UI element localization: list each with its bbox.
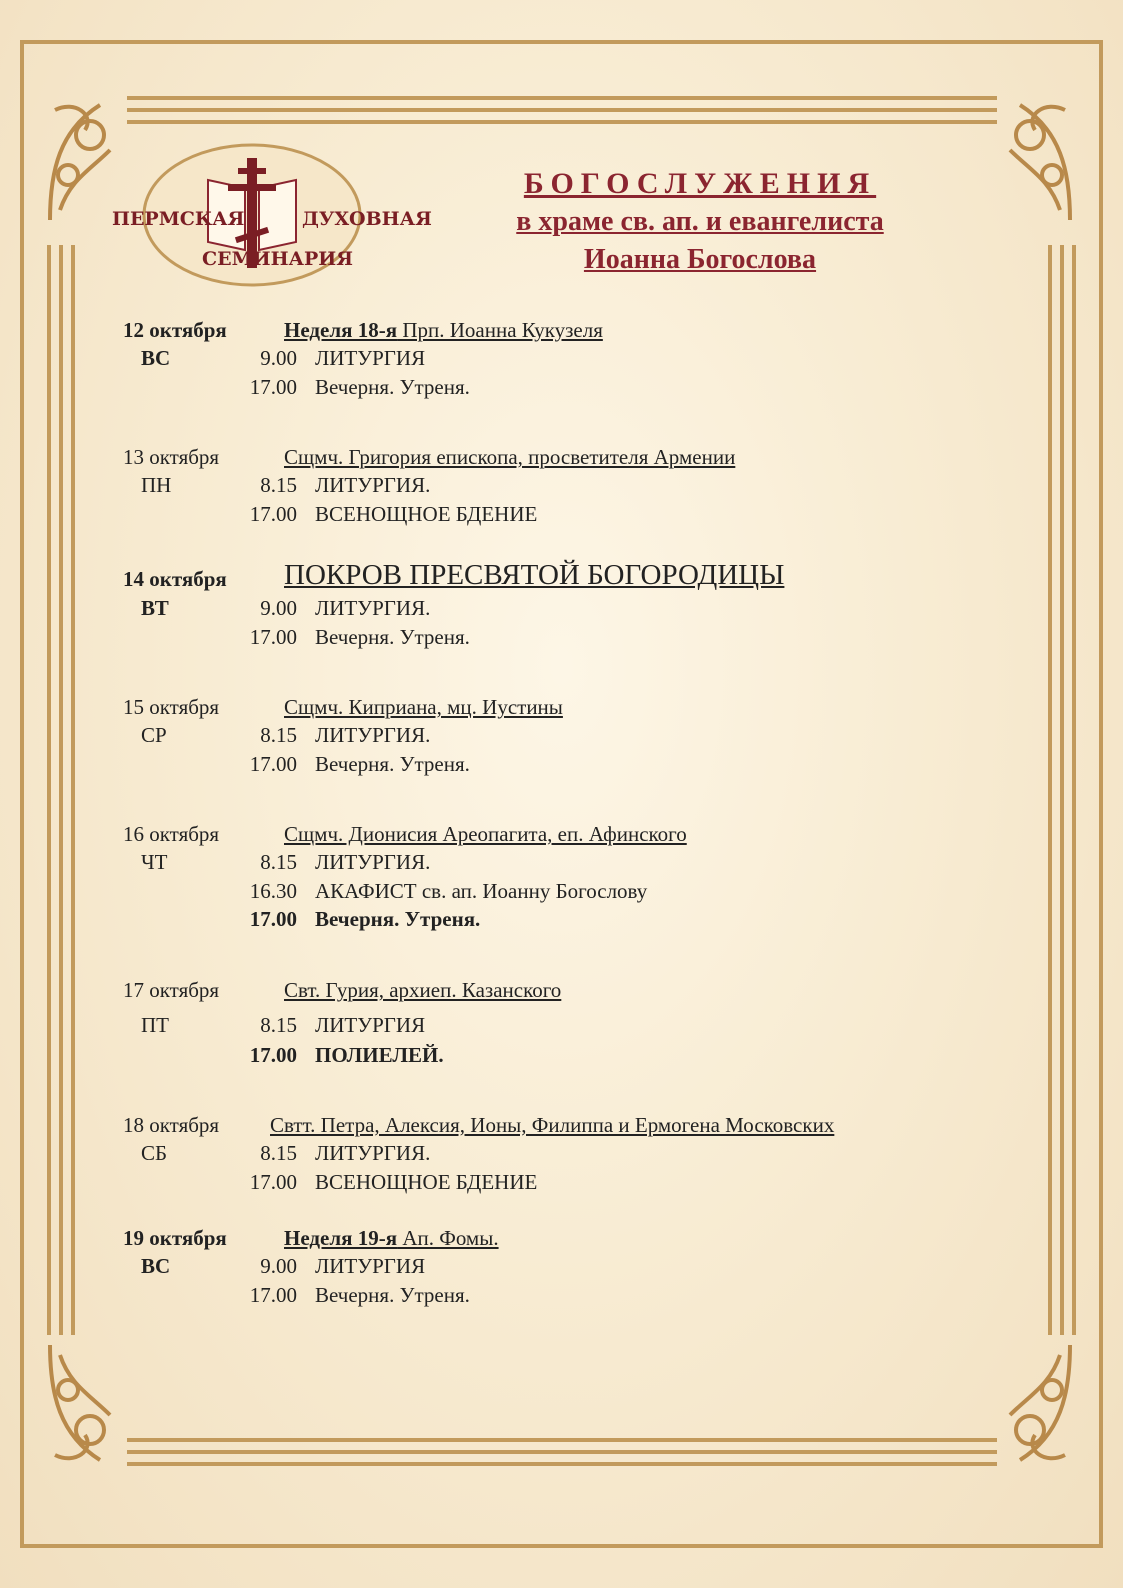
ornament-bottom-right-icon bbox=[1000, 1335, 1080, 1475]
day-weekday: ПТ bbox=[141, 1013, 169, 1037]
day-weekday: ВС bbox=[141, 1254, 171, 1278]
service-name: АКАФИСТ св. ап. Иоанну Богослову bbox=[315, 879, 648, 903]
service-name: ЛИТУРГИЯ bbox=[315, 1254, 426, 1278]
top-rule-1 bbox=[127, 96, 997, 100]
service-time: 17.00 bbox=[249, 1170, 297, 1194]
title-block bbox=[460, 165, 940, 279]
day-weekday: ЧТ bbox=[141, 850, 168, 874]
service-name: Вечерня. Утреня. bbox=[315, 907, 481, 931]
service-time: 17.00 bbox=[249, 1283, 297, 1307]
day-feast: Сщмч. Дионисия Ареопагита, еп. Афинского bbox=[284, 822, 687, 846]
service-name: Вечерня. Утреня. bbox=[315, 752, 470, 776]
right-rule-1 bbox=[1048, 245, 1052, 1335]
bottom-rule-2 bbox=[127, 1450, 997, 1454]
day-date: 14 октября bbox=[123, 567, 227, 591]
day-feast: ПОКРОВ ПРЕСВЯТОЙ БОГОРОДИЦЫ bbox=[284, 559, 785, 591]
day-weekday: ВТ bbox=[141, 596, 169, 620]
service-name: ПОЛИЕЛЕЙ. bbox=[315, 1043, 444, 1067]
seminary-logo bbox=[110, 140, 432, 290]
ornament-top-left-icon bbox=[40, 90, 120, 230]
day-feast: Сщмч. Григория епископа, просветителя Армении bbox=[284, 445, 736, 469]
day-feast: Неделя 19-я Ап. Фомы. bbox=[284, 1226, 499, 1250]
service-time: 9.00 bbox=[260, 1254, 297, 1278]
right-rule-2 bbox=[1060, 245, 1064, 1335]
service-name: ВСЕНОЩНОЕ БДЕНИЕ bbox=[315, 1170, 538, 1194]
day-date: 13 октября bbox=[123, 445, 220, 469]
service-time: 8.15 bbox=[260, 850, 297, 874]
top-rule-3 bbox=[127, 120, 997, 124]
service-name: ЛИТУРГИЯ. bbox=[315, 850, 431, 874]
page-subtitle-2: Иоанна Богослова bbox=[583, 244, 817, 275]
day-date: 18 октября bbox=[123, 1113, 220, 1137]
service-time: 16.30 bbox=[249, 879, 297, 903]
day-date: 16 октября bbox=[123, 822, 220, 846]
left-rule-2 bbox=[59, 245, 63, 1335]
page-title: БОГОСЛУЖЕНИЯ bbox=[523, 167, 877, 200]
day-feast: Свтт. Петра, Алексия, Ионы, Филиппа и Ермогена Московских bbox=[270, 1113, 835, 1137]
service-name: ЛИТУРГИЯ. bbox=[315, 596, 431, 620]
service-name: ЛИТУРГИЯ. bbox=[315, 1141, 431, 1165]
service-name: ЛИТУРГИЯ bbox=[315, 1013, 426, 1037]
top-rule-2 bbox=[127, 108, 997, 112]
service-name: ВСЕНОЩНОЕ БДЕНИЕ bbox=[315, 502, 538, 526]
day-date: 12 октября bbox=[123, 318, 227, 342]
service-time: 9.00 bbox=[260, 346, 297, 370]
ornament-top-right-icon bbox=[1000, 90, 1080, 230]
bottom-rule-3 bbox=[127, 1462, 997, 1466]
day-feast: Неделя 18-я Прп. Иоанна Кукузеля bbox=[284, 318, 603, 342]
day-feast: Сщмч. Киприана, мц. Иустины bbox=[284, 695, 563, 719]
service-time: 9.00 bbox=[260, 596, 297, 620]
logo-text-right: ДУХОВНАЯ bbox=[302, 208, 432, 230]
day-weekday: СБ bbox=[141, 1141, 168, 1165]
service-name: ЛИТУРГИЯ. bbox=[315, 473, 431, 497]
ornament-bottom-left-icon bbox=[40, 1335, 120, 1475]
right-rule-3 bbox=[1072, 245, 1076, 1335]
service-name: Вечерня. Утреня. bbox=[315, 1283, 470, 1307]
service-time: 8.15 bbox=[260, 473, 297, 497]
day-date: 15 октября bbox=[123, 695, 220, 719]
service-time: 17.00 bbox=[249, 625, 297, 649]
service-name: ЛИТУРГИЯ bbox=[315, 346, 426, 370]
service-name: Вечерня. Утреня. bbox=[315, 625, 470, 649]
service-name: Вечерня. Утреня. bbox=[315, 375, 470, 399]
day-feast: Свт. Гурия, архиеп. Казанского bbox=[284, 978, 562, 1002]
day-weekday: ПН bbox=[141, 473, 172, 497]
logo-text-left: ПЕРМСКАЯ bbox=[112, 208, 245, 230]
left-rule-3 bbox=[71, 245, 75, 1335]
day-date: 17 октября bbox=[123, 978, 220, 1002]
service-time: 8.15 bbox=[260, 723, 297, 747]
service-time: 8.15 bbox=[260, 1013, 297, 1037]
service-time: 17.00 bbox=[249, 375, 297, 399]
service-time: 17.00 bbox=[249, 502, 297, 526]
day-weekday: СР bbox=[141, 723, 167, 747]
service-time: 8.15 bbox=[260, 1141, 297, 1165]
service-time: 17.00 bbox=[249, 907, 297, 931]
service-time: 17.00 bbox=[249, 752, 297, 776]
logo-text-bottom: СЕМИНАРИЯ bbox=[202, 248, 354, 270]
service-time: 17.00 bbox=[249, 1043, 297, 1067]
day-weekday: ВС bbox=[141, 346, 171, 370]
page-subtitle-1: в храме св. ап. и евангелиста bbox=[516, 206, 884, 237]
service-name: ЛИТУРГИЯ. bbox=[315, 723, 431, 747]
left-rule-1 bbox=[47, 245, 51, 1335]
day-date: 19 октября bbox=[123, 1226, 227, 1250]
bottom-rule-1 bbox=[127, 1438, 997, 1442]
